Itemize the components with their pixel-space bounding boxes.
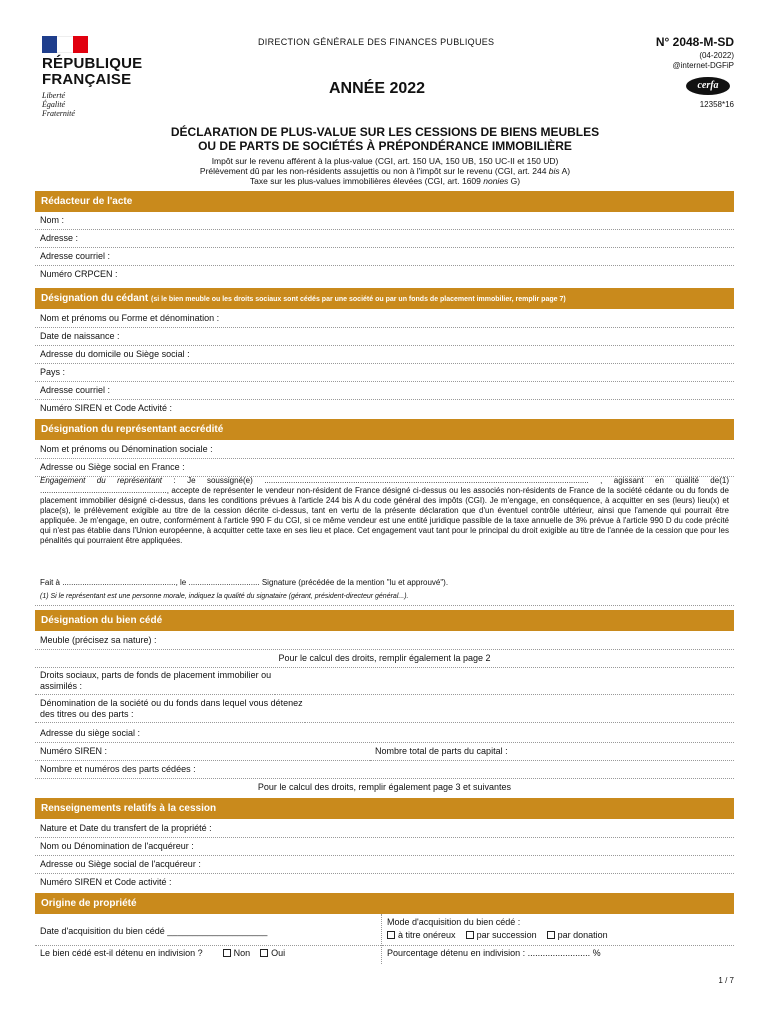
field-pourcentage-indivision[interactable]: Pourcentage détenu en indivision : ......................... %	[387, 948, 601, 958]
label-oui: Oui	[271, 948, 286, 958]
checkbox-oui[interactable]	[260, 949, 268, 957]
field-redacteur-nom[interactable]: Nom :	[35, 212, 734, 230]
field-cedant-adresse[interactable]: Adresse du domicile ou Siège social :	[35, 346, 734, 364]
field-date-acquisition[interactable]: Date d'acquisition du bien cédé ____________________	[35, 914, 381, 946]
section-representant: Désignation du représentant accrédité	[35, 419, 734, 440]
field-cedant-pays[interactable]: Pays :	[35, 364, 734, 382]
field-redacteur-crpcen[interactable]: Numéro CRPCEN :	[40, 269, 118, 279]
label-donation: par donation	[557, 930, 608, 940]
field-bien-siege[interactable]: Adresse du siège social :	[35, 725, 734, 743]
mode-acquisition-label: Mode d'acquisition du bien cédé :	[387, 917, 521, 927]
logo-line-1: RÉPUBLIQUE	[42, 55, 143, 72]
republic-motto	[42, 91, 75, 118]
field-bien-droits[interactable]: Droits sociaux, parts de fonds de placement immobilier ou assimilés :	[35, 668, 275, 695]
section-bien: Désignation du bien cédé	[35, 610, 734, 631]
field-representant-nom[interactable]: Nom et prénoms ou Dénomination sociale :	[35, 441, 734, 459]
section-cedant-title: Désignation du cédant	[41, 293, 149, 304]
field-cedant-nom[interactable]: Nom et prénoms ou Forme et dénomination :	[35, 310, 734, 328]
note-page-2: Pour le calcul des droits, remplir également la page 2	[35, 650, 734, 668]
field-acquereur-adresse[interactable]: Adresse ou Siège social de l'acquéreur :	[35, 856, 734, 874]
field-cedant-naissance[interactable]: Date de naissance :	[35, 328, 734, 346]
label-onereux: à titre onéreux	[398, 930, 456, 940]
section-cedant	[35, 288, 734, 309]
label-non: Non	[233, 948, 251, 958]
field-acquereur-nom[interactable]: Nom ou Dénomination de l'acquéreur :	[35, 838, 734, 856]
field-bien-droits-input[interactable]	[275, 668, 734, 695]
field-cedant-courriel[interactable]: Adresse courriel :	[35, 382, 734, 400]
footnote-representant: (1) Si le représentant est une personne morale, indiquez la qualité du signataire (gérant, président-directeur général...).	[40, 593, 409, 600]
indivision-question: Le bien cédé est-il détenu en indivision ?	[40, 948, 203, 958]
checkbox-onereux[interactable]	[387, 931, 395, 939]
form-number: N° 2048-M-SD	[655, 35, 734, 49]
page-number: 1 / 7	[718, 976, 734, 985]
divider	[35, 605, 734, 606]
form-title	[0, 125, 770, 153]
field-bien-siren[interactable]: Numéro SIREN :	[35, 743, 370, 761]
dgfip-heading: DIRECTION GÉNÉRALE DES FINANCES PUBLIQUES	[258, 37, 495, 47]
checkbox-succession[interactable]	[466, 931, 474, 939]
section-origine: Origine de propriété	[35, 893, 734, 914]
field-bien-denomination-input[interactable]	[305, 696, 734, 723]
cerfa-logo: cerfa	[686, 77, 730, 95]
field-redacteur-adresse[interactable]: Adresse :	[35, 230, 734, 248]
field-bien-meuble[interactable]: Meuble (précisez sa nature) :	[35, 632, 734, 650]
form-version	[673, 51, 734, 71]
field-cession-nature[interactable]: Nature et Date du transfert de la propriété :	[35, 820, 734, 838]
form-date: (04-2022)	[699, 51, 734, 60]
mode-acquisition-options	[387, 929, 734, 942]
field-representant-adresse[interactable]: Adresse ou Siège social en France :	[35, 459, 734, 477]
republique-francaise-logo	[42, 56, 142, 88]
field-fait-signature[interactable]: Fait à ..................................................., le ................................ Signature (précédée de la mention "lu et approuvé").	[40, 578, 449, 587]
cerfa-number: 12358*16	[699, 100, 734, 109]
engagement-label: Engagement du représentant	[40, 476, 163, 485]
field-acquereur-siren[interactable]: Numéro SIREN et Code activité :	[40, 877, 172, 887]
section-cedant-note: (si le bien meuble ou les droits sociaux sont cédés par une société ou par un fonds de placement immobilier, remplir page 7)	[151, 296, 566, 303]
title-line-2: OU DE PARTS DE SOCIÉTÉS À PRÉPONDÉRANCE IMMOBILIÈRE	[198, 139, 572, 153]
french-flag-logo	[42, 36, 88, 53]
form-source: @internet-DGFiP	[672, 61, 734, 70]
label-succession: par succession	[476, 930, 537, 940]
field-redacteur-courriel[interactable]: Adresse courriel :	[35, 248, 734, 266]
field-bien-denomination[interactable]: Dénomination de la société ou du fonds dans lequel vous détenez des titres ou des parts :	[35, 696, 305, 723]
form-year: ANNÉE 2022	[329, 80, 426, 97]
page-header	[0, 0, 770, 124]
subtitle-1: Impôt sur le revenu afférent à la plus-value (CGI, art. 150 UA, 150 UB, 150 UC-II et 150 UD)	[211, 156, 559, 166]
subtitle-3: Taxe sur les plus-values immobilières élevées (CGI, art. 1609 nonies G)	[249, 176, 521, 186]
form-subtitles	[0, 156, 770, 186]
section-cession: Renseignements relatifs à la cession	[35, 798, 734, 819]
field-cedant-siren[interactable]: Numéro SIREN et Code Activité :	[40, 403, 173, 413]
engagement-text: : Je soussigné(e) .................................................................................................................................................. , agissant en qualité de(1) ........................................................., accepte de représenter le vendeur non-résident de France désigné ci-dessus ou les associés non-résidents de France de la société cédante ou du fonds de placement immobilier désigné ci-dessus, dans les conditions prévues à l'article 244 bis A du code général des impôts (CGI). Je m'engage, en conséquence, à acquitter en ses (leurs) lieu(x) et place(s), le prélèvement exigible au titre de la cession décrite ci-dessus, tant en vertu de la présente déclaration que d'un éventuel contrôle ultérieur, ainsi que l'amende qui pourrait être appliquée. Je m'engage, en outre, conformément à l'article 990 F du CGI, si ce même vendeur est une entité juridique passible de la taxe annuelle de 3% prévue à l'article 990 D du code précité qui n'est pas établie dans l'Union européenne, à acquitter cette taxe en ses lieu et place. Cet engagement vaut tant pour le principal du droit exigible au titre de l'année de la cession que pour les pénalités qui pourraient être appliquées.	[40, 476, 729, 545]
title-line-1: DÉCLARATION DE PLUS-VALUE SUR LES CESSIONS DE BIENS MEUBLES	[170, 125, 600, 139]
checkbox-non[interactable]	[223, 949, 231, 957]
engagement-paragraph	[35, 474, 734, 548]
subtitle-2: Prélèvement dû par les non-résidents assujettis ou non à l'impôt sur le revenu (CGI, art. 244 bis A)	[199, 166, 571, 176]
section-redacteur: Rédacteur de l'acte	[35, 191, 734, 212]
field-mode-acquisition	[382, 914, 734, 946]
motto-fraternite: Fraternité	[42, 109, 75, 118]
field-bien-nombre-parts[interactable]: Nombre et numéros des parts cédées :	[35, 761, 734, 779]
checkbox-donation[interactable]	[547, 931, 555, 939]
field-indivision	[35, 945, 381, 962]
motto-liberte: Liberté	[42, 91, 66, 100]
motto-egalite: Égalité	[42, 100, 66, 109]
note-page-3: Pour le calcul des droits, remplir également page 3 et suivantes	[257, 782, 512, 792]
logo-line-2: FRANÇAISE	[42, 71, 132, 88]
field-bien-total-parts[interactable]: Nombre total de parts du capital :	[370, 743, 734, 761]
